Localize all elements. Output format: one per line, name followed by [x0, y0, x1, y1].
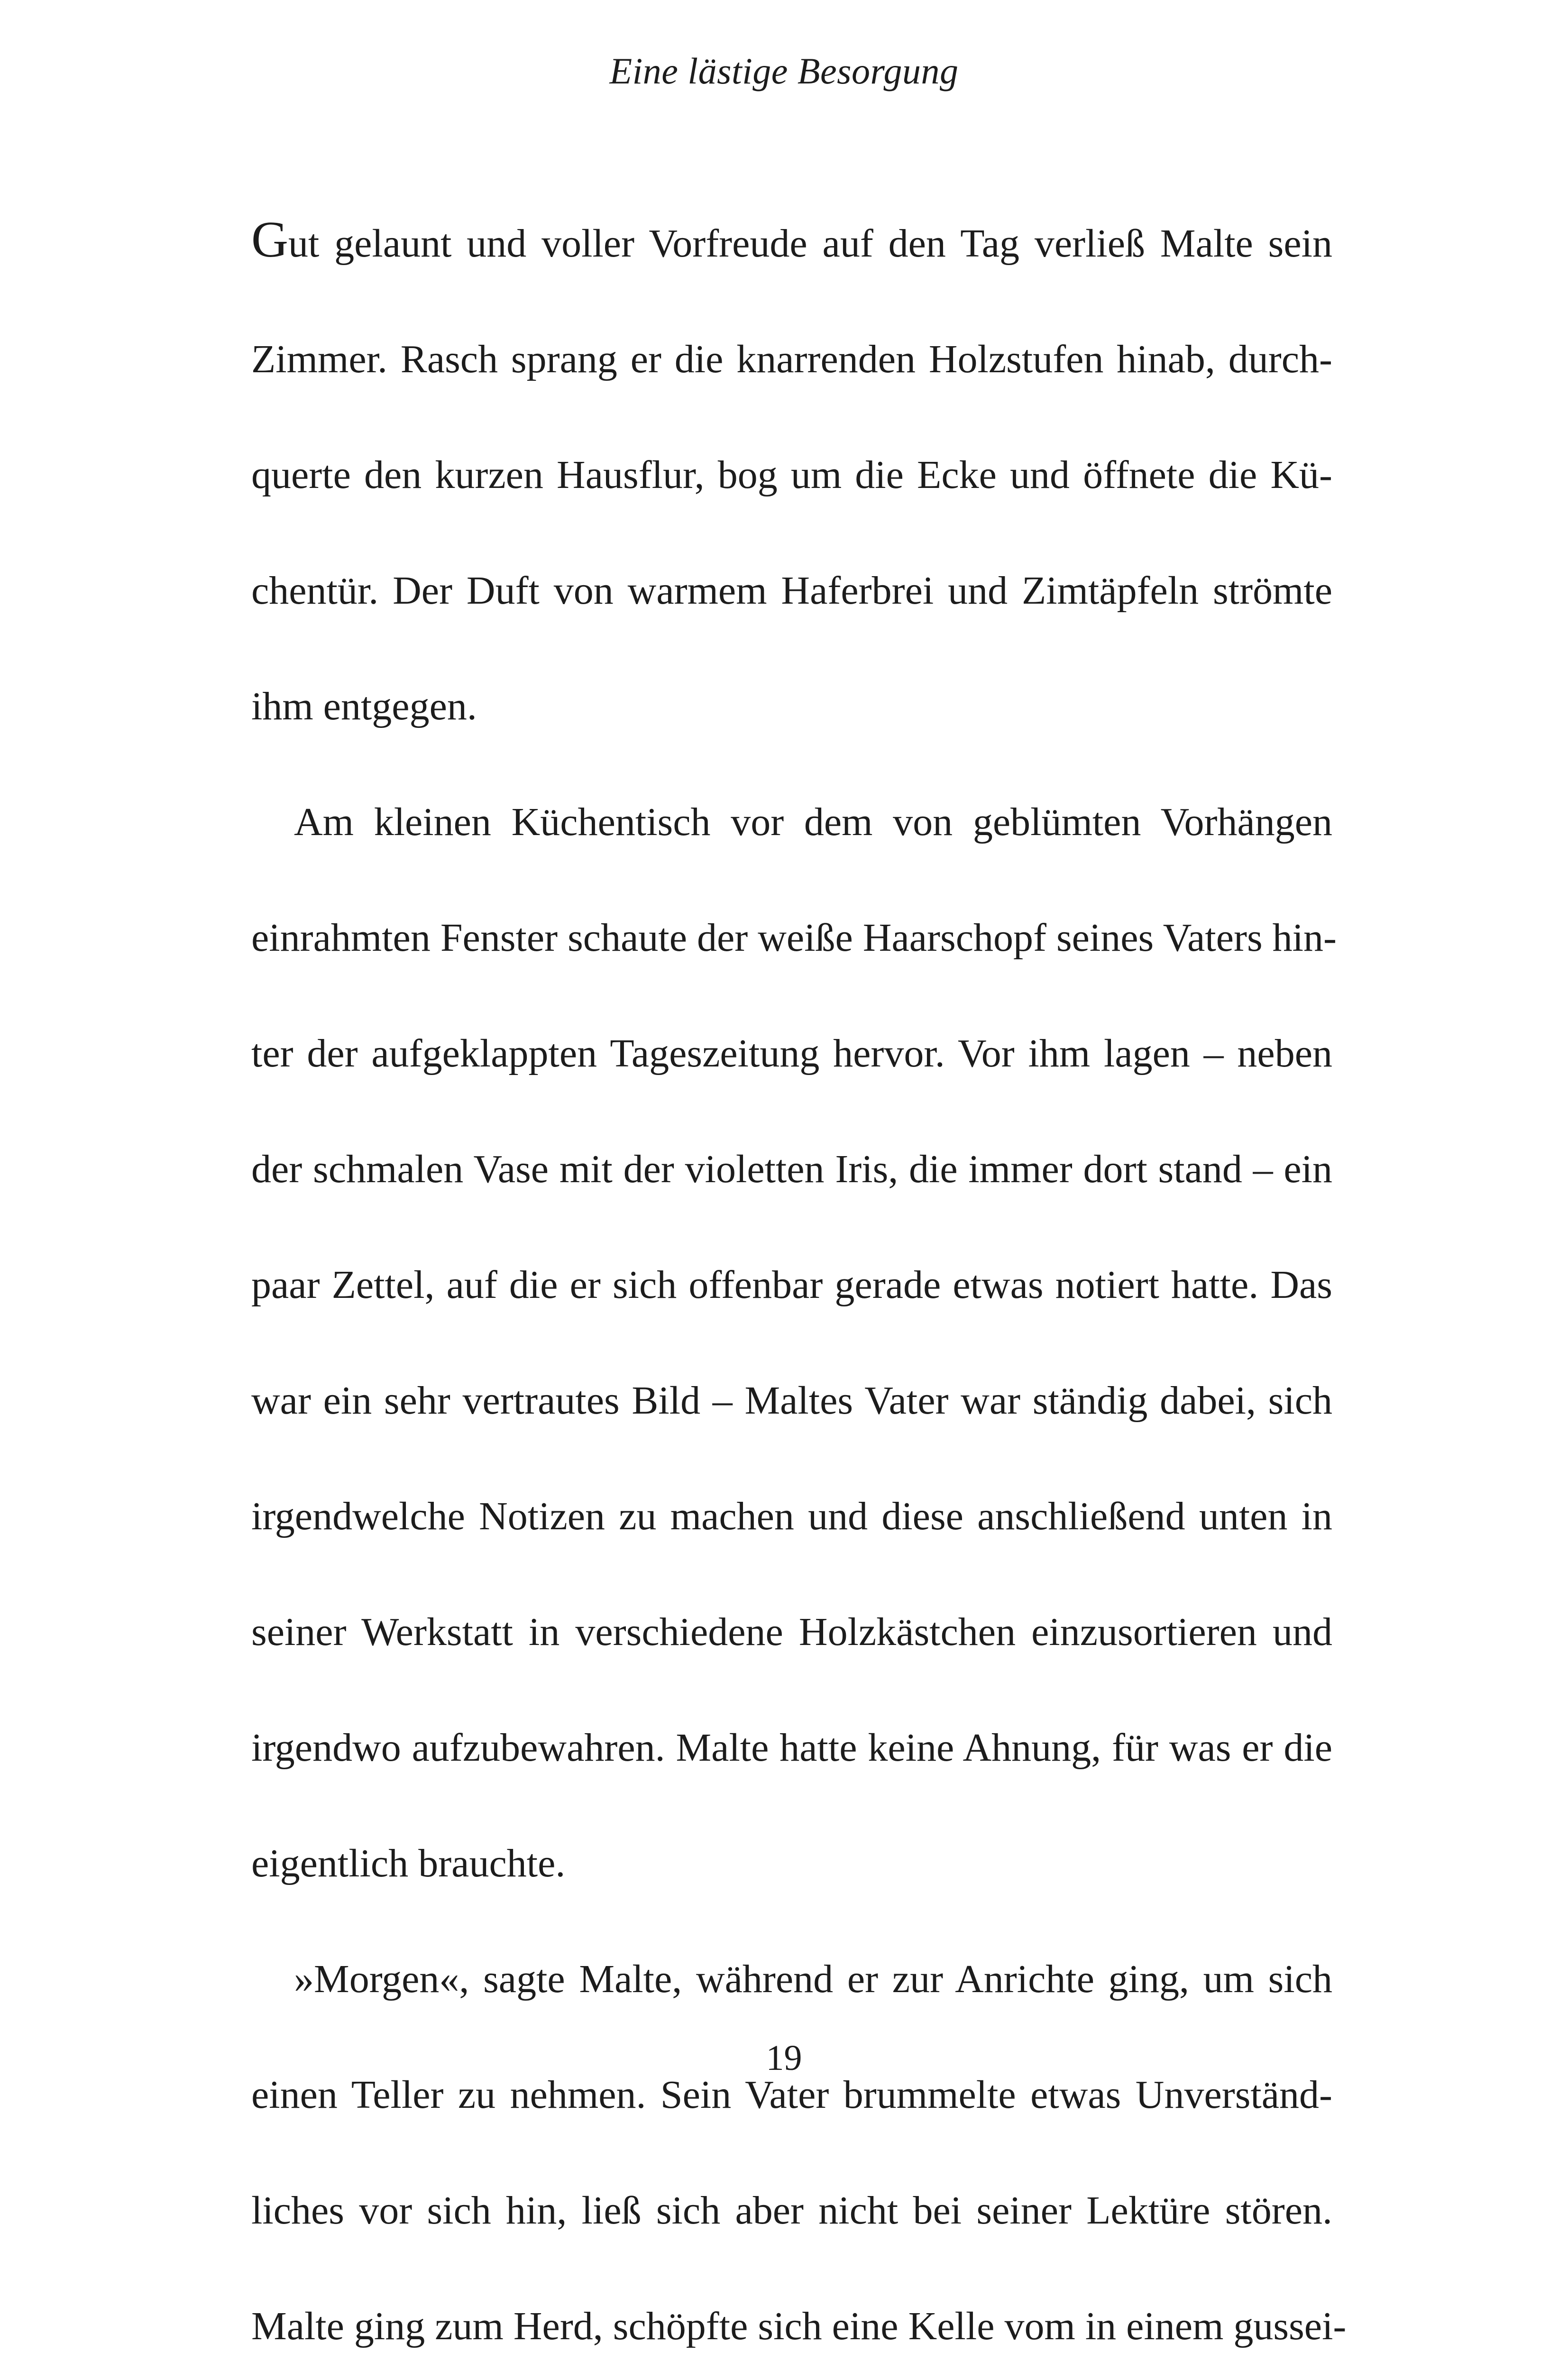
text-line: seiner Werkstatt in verschiedene Holzkästchen einzusortieren und: [251, 1610, 1332, 1654]
text-line-content: ut gelaunt und voller Vorfreude auf den Tag verließ Malte sein: [288, 221, 1332, 266]
text-line: einrahmten Fenster schaute der weiße Haarschopf seines Vaters hin-: [251, 916, 1337, 960]
text-line: war ein sehr vertrautes Bild – Maltes Vater war ständig dabei, sich: [251, 1378, 1332, 1423]
text-line: querte den kurzen Hausflur, bog um die Ecke und öffnete die Kü-: [251, 453, 1332, 497]
text-line: eigentlich brauchte.: [251, 1841, 566, 1885]
text-line: einen Teller zu nehmen. Sein Vater brummelte etwas Unverständ-: [251, 2073, 1332, 2117]
text-line: »Morgen«, sagte Malte, während er zur Anrichte ging, um sich: [294, 1957, 1332, 2001]
page-number: 19: [766, 2038, 802, 2078]
text-line: irgendwo aufzubewahren. Malte hatte keine Ahnung, für was er die: [251, 1726, 1332, 1770]
text-line: Malte ging zum Herd, schöpfte sich eine Kelle vom in einem gussei-: [251, 2304, 1347, 2348]
text-line: Am kleinen Küchentisch vor dem von geblümten Vorhängen: [294, 800, 1332, 844]
drop-cap: G: [251, 211, 288, 268]
text-line: liches vor sich hin, ließ sich aber nicht bei seiner Lektüre stören.: [251, 2188, 1332, 2233]
text-line: irgendwelche Notizen zu machen und diese anschließend unten in: [251, 1494, 1332, 1538]
text-line: ter der aufgeklappten Tageszeitung hervor. Vor ihm lagen – neben: [251, 1031, 1332, 1075]
text-line: chentür. Der Duft von warmem Haferbrei und Zimtäpfeln strömte: [251, 569, 1332, 613]
text-line: Zimmer. Rasch sprang er die knarrenden Holzstufen hinab, durch-: [251, 337, 1332, 381]
text-line: der schmalen Vase mit der violetten Iris, die immer dort stand – ein: [251, 1147, 1332, 1191]
running-head: Eine lästige Besorgung: [609, 50, 959, 92]
text-line: ihm entgegen.: [251, 684, 477, 728]
text-line: paar Zettel, auf die er sich offenbar gerade etwas notiert hatte. Das: [251, 1263, 1332, 1307]
text-line: [251, 186, 1332, 302]
